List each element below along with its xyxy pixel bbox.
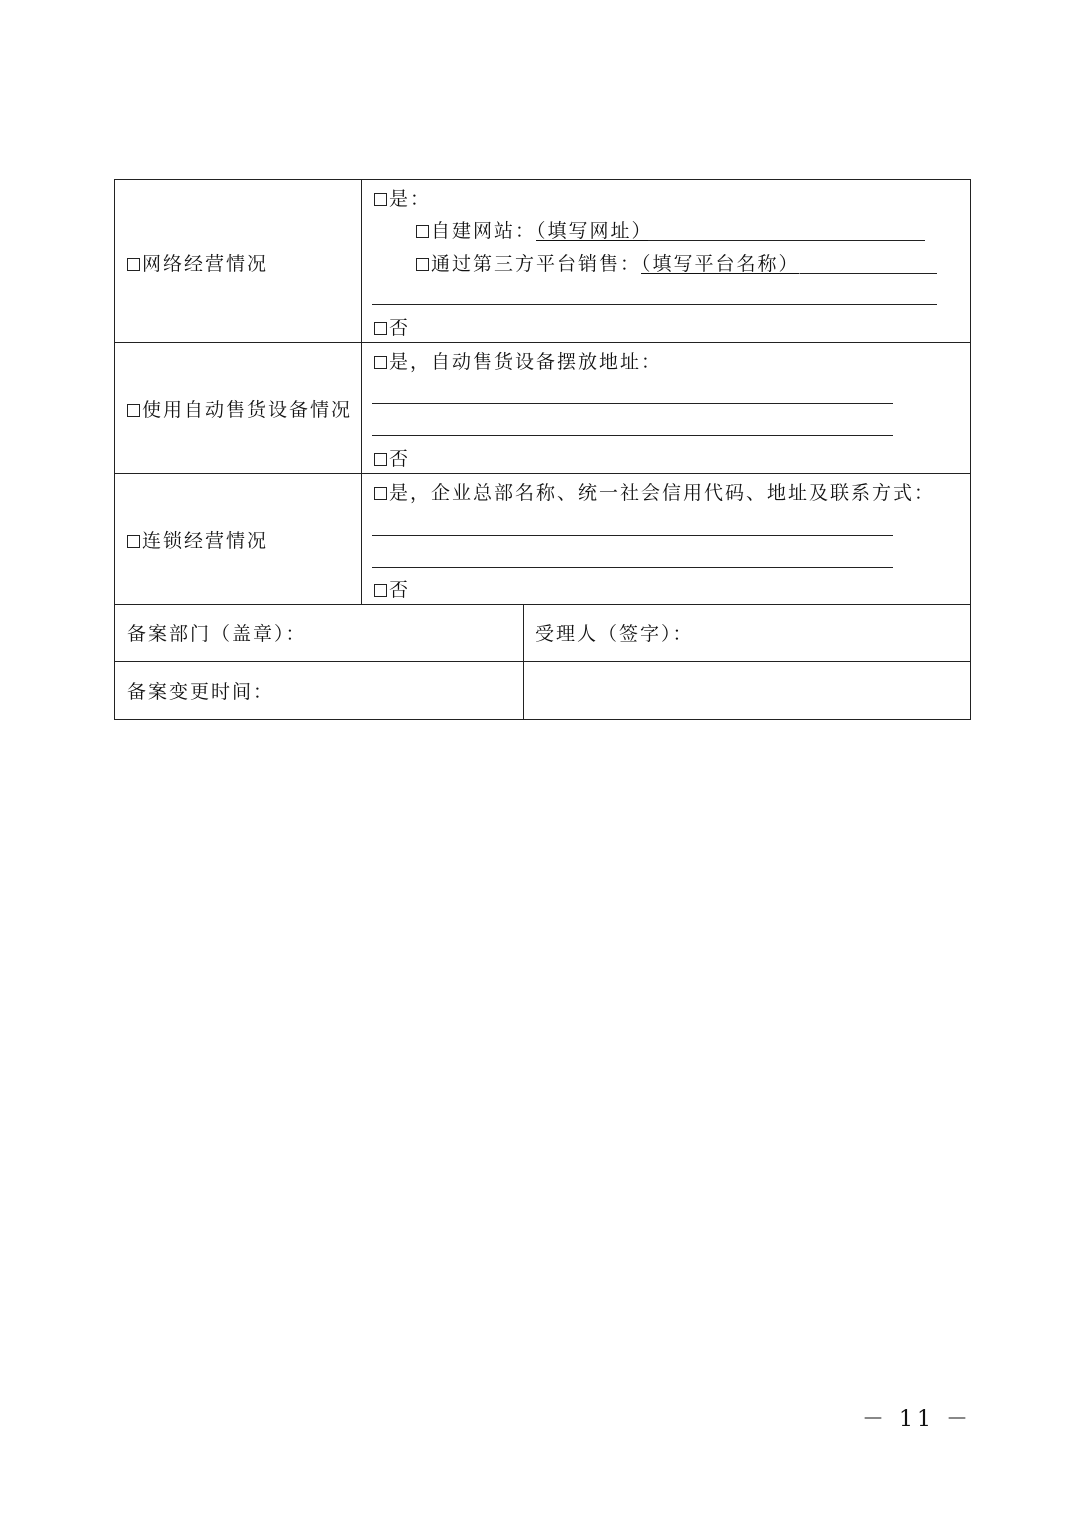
checkbox-icon[interactable] <box>374 193 387 206</box>
own-website-hint: （填写网址） <box>536 220 653 242</box>
checkbox-icon[interactable] <box>416 258 429 271</box>
row-divider <box>114 342 971 343</box>
page-number: － 11 － <box>862 1407 972 1432</box>
vending-address-line-1[interactable] <box>372 403 893 404</box>
vending-device-label: 使用自动售货设备情况 <box>127 398 352 422</box>
online-extra-line[interactable] <box>372 304 937 305</box>
checkbox-icon[interactable] <box>374 453 387 466</box>
online-yes-option: 是： <box>374 187 431 211</box>
chain-operation-label: 连锁经营情况 <box>127 529 268 553</box>
empty-cell[interactable] <box>524 662 970 719</box>
online-operation-label: 网络经营情况 <box>127 252 268 276</box>
own-website-field[interactable] <box>648 240 925 241</box>
chain-no-option: 否 <box>374 578 410 602</box>
vending-address-line-2[interactable] <box>372 435 893 436</box>
third-party-platform-option: 通过第三方平台销售：（填写平台名称） <box>416 252 800 276</box>
filing-department-label: 备案部门（盖章）： <box>127 623 307 645</box>
checkbox-icon[interactable] <box>127 535 140 548</box>
handler-signature-label: 受理人（签字）： <box>535 623 694 645</box>
checkbox-icon[interactable] <box>127 258 140 271</box>
chain-yes-option: 是，企业总部名称、统一社会信用代码、地址及联系方式： <box>374 481 935 505</box>
row-divider <box>114 473 971 474</box>
checkbox-icon[interactable] <box>416 225 429 238</box>
checkbox-icon[interactable] <box>374 584 387 597</box>
checkbox-icon[interactable] <box>374 322 387 335</box>
third-party-platform-hint: （填写平台名称） <box>641 253 800 275</box>
row-divider <box>114 604 971 605</box>
own-website-option: 自建网站：（填写网址） <box>416 219 653 243</box>
checkbox-icon[interactable] <box>374 356 387 369</box>
third-party-platform-field[interactable] <box>800 273 937 274</box>
vending-no-option: 否 <box>374 447 410 471</box>
checkbox-icon[interactable] <box>374 487 387 500</box>
online-no-option: 否 <box>374 316 410 340</box>
checkbox-icon[interactable] <box>127 404 140 417</box>
chain-info-line-1[interactable] <box>372 535 893 536</box>
column-divider <box>361 179 362 605</box>
chain-info-line-2[interactable] <box>372 567 893 568</box>
vending-yes-option: 是，自动售货设备摆放地址： <box>374 350 662 374</box>
change-time-label: 备案变更时间： <box>127 681 275 703</box>
